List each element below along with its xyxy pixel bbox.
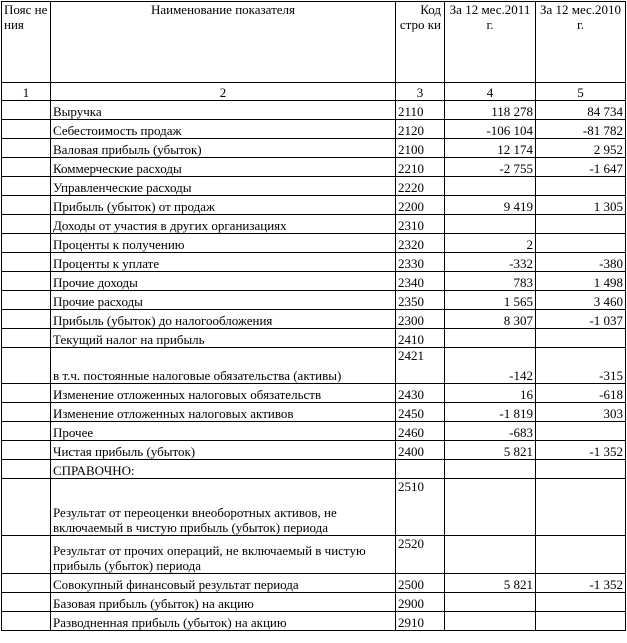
row-code: 2320 bbox=[396, 234, 445, 253]
value-2011: 8 307 bbox=[445, 310, 536, 329]
indicator-name: Управленческие расходы bbox=[51, 177, 396, 196]
row-code: 2330 bbox=[396, 253, 445, 272]
value-2010 bbox=[536, 612, 626, 631]
header-explanation: Пояс не ния bbox=[2, 2, 51, 83]
value-2010 bbox=[536, 460, 626, 479]
table-row bbox=[2, 120, 626, 139]
row-code: 2300 bbox=[396, 310, 445, 329]
indicator-name: СПРАВОЧНО: bbox=[51, 460, 396, 479]
value-2010 bbox=[536, 234, 626, 253]
row-code: 2210 bbox=[396, 158, 445, 177]
value-2011: -142 bbox=[445, 348, 536, 384]
value-2011: 9 419 bbox=[445, 196, 536, 215]
row-code: 2110 bbox=[396, 101, 445, 120]
value-2011 bbox=[445, 329, 536, 348]
indicator-name: Прочие доходы bbox=[51, 272, 396, 291]
table-row bbox=[2, 536, 626, 574]
explanation-cell bbox=[2, 196, 51, 215]
header-indicator-name: Наименование показателя bbox=[51, 2, 396, 83]
column-index-row bbox=[2, 83, 626, 101]
value-2010: 1 498 bbox=[536, 272, 626, 291]
indicator-name: Коммерческие расходы bbox=[51, 158, 396, 177]
table-row bbox=[2, 139, 626, 158]
table-row bbox=[2, 441, 626, 460]
value-2011: 16 bbox=[445, 384, 536, 403]
indicator-name: в т.ч. постоянные налоговые обязательства (активы) bbox=[51, 348, 396, 384]
value-2010 bbox=[536, 536, 626, 574]
value-2011: 118 278 bbox=[445, 101, 536, 120]
indicator-name: Результат от прочих операций, не включаемый в чистую прибыль (убыток) периода bbox=[51, 536, 396, 574]
explanation-cell bbox=[2, 574, 51, 593]
row-code: 2400 bbox=[396, 441, 445, 460]
indicator-name: Совокупный финансовый результат периода bbox=[51, 574, 396, 593]
explanation-cell bbox=[2, 348, 51, 384]
indicator-name: Проценты к получению bbox=[51, 234, 396, 253]
table-row bbox=[2, 384, 626, 403]
table-row bbox=[2, 158, 626, 177]
header-period-2011: За 12 мес.2011 г. bbox=[445, 2, 536, 83]
row-code: 2500 bbox=[396, 574, 445, 593]
value-2011: 1 565 bbox=[445, 291, 536, 310]
value-2011: 783 bbox=[445, 272, 536, 291]
table-row bbox=[2, 196, 626, 215]
explanation-cell bbox=[2, 536, 51, 574]
row-code bbox=[396, 460, 445, 479]
value-2011: -2 755 bbox=[445, 158, 536, 177]
table-row bbox=[2, 479, 626, 536]
financial-results-table bbox=[1, 1, 626, 631]
value-2010: -380 bbox=[536, 253, 626, 272]
table-row bbox=[2, 177, 626, 196]
value-2011 bbox=[445, 593, 536, 612]
row-code: 2910 bbox=[396, 612, 445, 631]
value-2011 bbox=[445, 177, 536, 196]
row-code: 2220 bbox=[396, 177, 445, 196]
value-2011: -683 bbox=[445, 422, 536, 441]
row-code: 2100 bbox=[396, 139, 445, 158]
header-period-2010: За 12 мес.2010 г. bbox=[536, 2, 626, 83]
explanation-cell bbox=[2, 479, 51, 536]
row-code: 2450 bbox=[396, 403, 445, 422]
indicator-name: Результат от переоценки внеоборотных активов, не включаемый в чистую прибыль (убыток) периода bbox=[51, 479, 396, 536]
table-row bbox=[2, 215, 626, 234]
indicator-name: Валовая прибыль (убыток) bbox=[51, 139, 396, 158]
column-index: 1 bbox=[2, 83, 51, 101]
explanation-cell bbox=[2, 158, 51, 177]
value-2010 bbox=[536, 329, 626, 348]
explanation-cell bbox=[2, 593, 51, 612]
explanation-cell bbox=[2, 422, 51, 441]
indicator-name: Прибыль (убыток) до налогообложения bbox=[51, 310, 396, 329]
value-2011: -106 104 bbox=[445, 120, 536, 139]
value-2010: 303 bbox=[536, 403, 626, 422]
table-row bbox=[2, 234, 626, 253]
indicator-name: Проценты к уплате bbox=[51, 253, 396, 272]
indicator-name: Прибыль (убыток) от продаж bbox=[51, 196, 396, 215]
table-row bbox=[2, 329, 626, 348]
explanation-cell bbox=[2, 441, 51, 460]
row-code: 2200 bbox=[396, 196, 445, 215]
value-2010: -315 bbox=[536, 348, 626, 384]
row-code: 2410 bbox=[396, 329, 445, 348]
value-2011: 12 174 bbox=[445, 139, 536, 158]
value-2011: 2 bbox=[445, 234, 536, 253]
table-row bbox=[2, 593, 626, 612]
value-2010: -1 037 bbox=[536, 310, 626, 329]
indicator-name: Изменение отложенных налоговых активов bbox=[51, 403, 396, 422]
table-row bbox=[2, 460, 626, 479]
value-2011: -1 819 bbox=[445, 403, 536, 422]
value-2010: 84 734 bbox=[536, 101, 626, 120]
value-2010: 1 305 bbox=[536, 196, 626, 215]
header-row-code: Код стро ки bbox=[396, 2, 445, 83]
header-row bbox=[2, 2, 626, 83]
row-code: 2421 bbox=[396, 348, 445, 384]
table-row bbox=[2, 574, 626, 593]
value-2010: 3 460 bbox=[536, 291, 626, 310]
column-index: 4 bbox=[445, 83, 536, 101]
value-2011: 5 821 bbox=[445, 574, 536, 593]
explanation-cell bbox=[2, 272, 51, 291]
table-row bbox=[2, 310, 626, 329]
row-code: 2900 bbox=[396, 593, 445, 612]
row-code: 2120 bbox=[396, 120, 445, 139]
value-2011 bbox=[445, 536, 536, 574]
indicator-name: Прочее bbox=[51, 422, 396, 441]
indicator-name: Чистая прибыль (убыток) bbox=[51, 441, 396, 460]
row-code: 2350 bbox=[396, 291, 445, 310]
indicator-name: Себестоимость продаж bbox=[51, 120, 396, 139]
value-2011 bbox=[445, 460, 536, 479]
table-row bbox=[2, 101, 626, 120]
value-2010: -618 bbox=[536, 384, 626, 403]
explanation-cell bbox=[2, 329, 51, 348]
table-row bbox=[2, 272, 626, 291]
row-code: 2520 bbox=[396, 536, 445, 574]
explanation-cell bbox=[2, 234, 51, 253]
value-2010 bbox=[536, 177, 626, 196]
value-2011: 5 821 bbox=[445, 441, 536, 460]
value-2010: -1 352 bbox=[536, 441, 626, 460]
value-2010: -1 647 bbox=[536, 158, 626, 177]
explanation-cell bbox=[2, 612, 51, 631]
indicator-name: Базовая прибыль (убыток) на акцию bbox=[51, 593, 396, 612]
explanation-cell bbox=[2, 384, 51, 403]
value-2010: -1 352 bbox=[536, 574, 626, 593]
table-row bbox=[2, 612, 626, 631]
explanation-cell bbox=[2, 460, 51, 479]
value-2010 bbox=[536, 422, 626, 441]
indicator-name: Доходы от участия в других организациях bbox=[51, 215, 396, 234]
table-row bbox=[2, 348, 626, 384]
value-2010 bbox=[536, 479, 626, 536]
column-index: 5 bbox=[536, 83, 626, 101]
table-row bbox=[2, 403, 626, 422]
row-code: 2460 bbox=[396, 422, 445, 441]
value-2011 bbox=[445, 215, 536, 234]
value-2010 bbox=[536, 215, 626, 234]
explanation-cell bbox=[2, 139, 51, 158]
explanation-cell bbox=[2, 101, 51, 120]
explanation-cell bbox=[2, 253, 51, 272]
column-index: 3 bbox=[396, 83, 445, 101]
table-row bbox=[2, 291, 626, 310]
value-2010: 2 952 bbox=[536, 139, 626, 158]
explanation-cell bbox=[2, 177, 51, 196]
column-index: 2 bbox=[51, 83, 396, 101]
value-2011: -332 bbox=[445, 253, 536, 272]
row-code: 2310 bbox=[396, 215, 445, 234]
table-row bbox=[2, 422, 626, 441]
row-code: 2340 bbox=[396, 272, 445, 291]
explanation-cell bbox=[2, 291, 51, 310]
indicator-name: Текущий налог на прибыль bbox=[51, 329, 396, 348]
value-2011 bbox=[445, 479, 536, 536]
indicator-name: Прочие расходы bbox=[51, 291, 396, 310]
value-2011 bbox=[445, 612, 536, 631]
explanation-cell bbox=[2, 120, 51, 139]
value-2010 bbox=[536, 593, 626, 612]
row-code: 2430 bbox=[396, 384, 445, 403]
explanation-cell bbox=[2, 310, 51, 329]
indicator-name: Изменение отложенных налоговых обязательств bbox=[51, 384, 396, 403]
explanation-cell bbox=[2, 403, 51, 422]
table-row bbox=[2, 253, 626, 272]
indicator-name: Разводненная прибыль (убыток) на акцию bbox=[51, 612, 396, 631]
indicator-name: Выручка bbox=[51, 101, 396, 120]
value-2010: -81 782 bbox=[536, 120, 626, 139]
row-code: 2510 bbox=[396, 479, 445, 536]
explanation-cell bbox=[2, 215, 51, 234]
